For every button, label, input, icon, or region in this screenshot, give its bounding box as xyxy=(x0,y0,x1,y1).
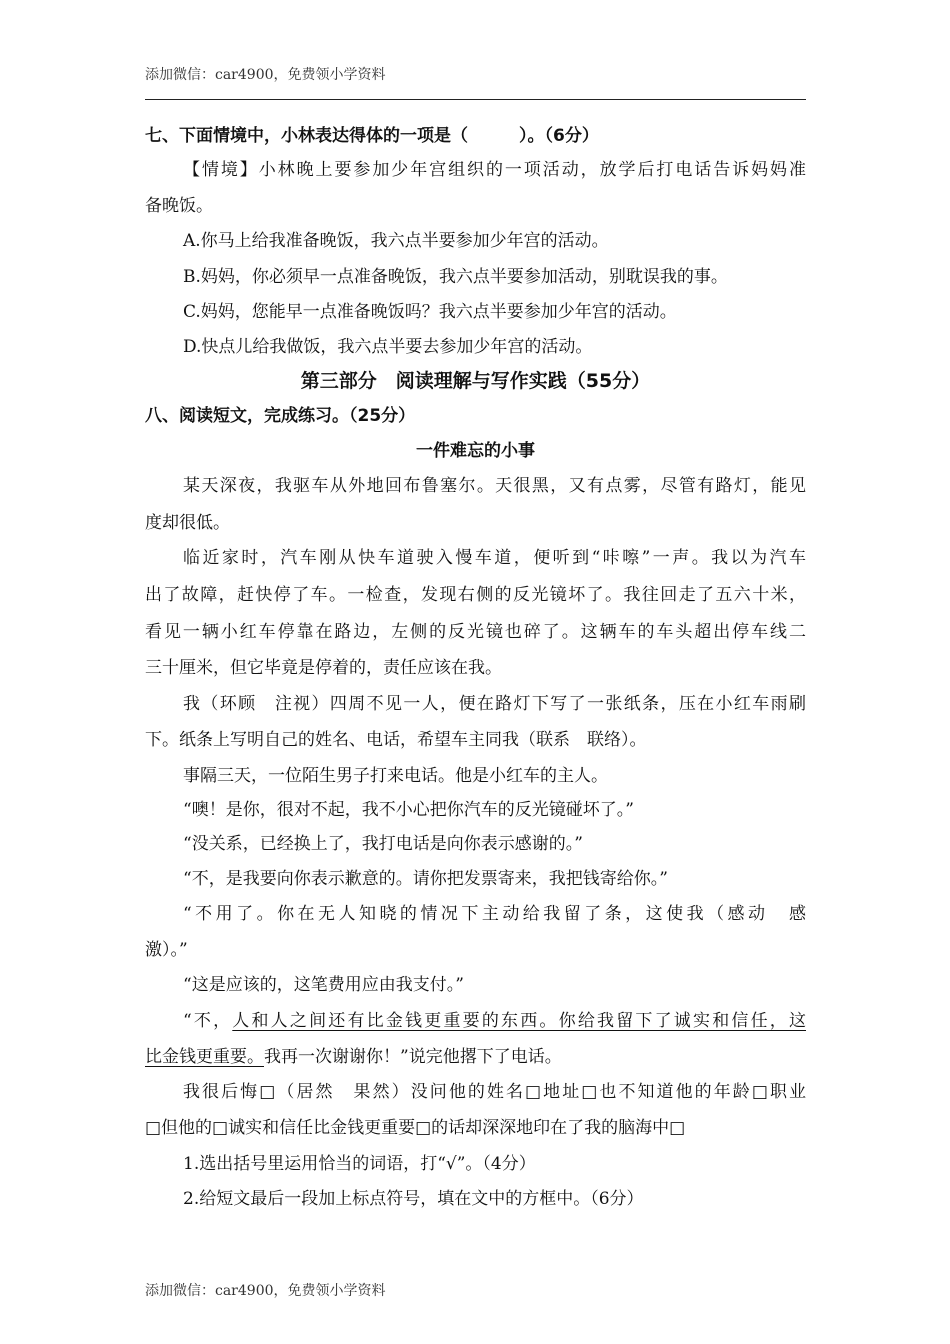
dialogue-text: “不， xyxy=(183,1011,233,1031)
task-2: 2.给短文最后一段加上标点符号，填在文中的方框中。（6分） xyxy=(183,1189,644,1209)
passage-line: 事隔三天，一位陌生男子打来电话。他是小红车的主人。 xyxy=(183,766,608,786)
passage-line: 出了故障，赶快停了车。一检查，发现右侧的反光镜坏了。我往回走了五六十米， xyxy=(145,585,806,605)
underlined-sentence: 人和人之间还有比金钱更重要的东西。你给我留下了诚实和信任，这 xyxy=(232,1011,806,1031)
dialogue-line: “不用了。你在无人知晓的情况下主动给我留了条，这使我（感动 感 xyxy=(183,904,806,924)
dialogue-line: 激）。” xyxy=(145,940,188,960)
punctuation-exercise-line: □但他的□诚实和信任比金钱更重要□的话却深深地印在了我的脑海中□ xyxy=(145,1118,686,1138)
dialogue-text: 我再一次谢谢你！”说完他撂下了电话。 xyxy=(264,1047,562,1067)
question-8-title: 八、阅读短文，完成练习。（25分） xyxy=(145,406,416,426)
passage-line: 下。纸条上写明自己的姓名、电话，希望车主同我（联系 联络）。 xyxy=(145,730,647,750)
page-header: 添加微信：car4900，免费领小学资料 xyxy=(145,67,386,83)
dialogue-line xyxy=(183,1009,806,1033)
dialogue-line: “噢！是你，很对不起，我不小心把你汽车的反光镜碰坏了。” xyxy=(183,800,634,820)
passage-line: 我（环顾 注视）四周不见一人，便在路灯下写了一张纸条，压在小红车雨刷 xyxy=(183,694,806,714)
passage-line: 三十厘米，但它毕竟是停着的，责任应该在我。 xyxy=(145,658,502,678)
passage-line: 度却很低。 xyxy=(145,513,230,533)
passage-line: 临近家时，汽车刚从快车道驶入慢车道，便听到“咔嚓”一声。我以为汽车 xyxy=(183,548,806,568)
q7-option-d: D.快点儿给我做饭，我六点半要去参加少年宫的活动。 xyxy=(183,337,593,357)
q7-option-c: C.妈妈，您能早一点准备晚饭吗？我六点半要参加少年宫的活动。 xyxy=(183,302,677,322)
passage-title: 一件难忘的小事 xyxy=(416,441,535,461)
q7-option-b: B.妈妈，你必须早一点准备晚饭，我六点半要参加活动，别耽误我的事。 xyxy=(183,267,728,287)
q7-context-line: 备晚饭。 xyxy=(145,196,213,216)
punctuation-exercise-line: 我很后悔□（居然 果然）没问他的姓名□地址□也不知道他的年龄□职业 xyxy=(183,1082,806,1102)
question-7-title: 七、下面情境中，小林表达得体的一项是（ ）。（6分） xyxy=(145,126,599,146)
header-divider xyxy=(145,99,806,100)
q7-context-line: 【情境】小林晚上要参加少年宫组织的一项活动，放学后打电话告诉妈妈准 xyxy=(183,160,806,180)
task-1: 1.选出括号里运用恰当的词语，打“√”。（4分） xyxy=(183,1154,536,1174)
dialogue-line: “这是应该的，这笔费用应由我支付。” xyxy=(183,975,464,995)
dialogue-line: “没关系，已经换上了，我打电话是向你表示感谢的。” xyxy=(183,834,583,854)
dialogue-line: “不，是我要向你表示歉意的。请你把发票寄来，我把钱寄给你。” xyxy=(183,869,668,889)
dialogue-line xyxy=(145,1045,806,1069)
q7-option-a: A.你马上给我准备晚饭，我六点半要参加少年宫的活动。 xyxy=(183,231,609,251)
part-3-title: 第三部分 阅读理解与写作实践（55分） xyxy=(300,370,651,392)
passage-line: 看见一辆小红车停靠在路边，左侧的反光镜也碎了。这辆车的车头超出停车线二 xyxy=(145,622,806,642)
page-footer: 添加微信：car4900，免费领小学资料 xyxy=(145,1283,386,1299)
underlined-sentence: 比金钱更重要。 xyxy=(145,1047,264,1067)
passage-line: 某天深夜，我驱车从外地回布鲁塞尔。天很黑，又有点雾，尽管有路灯，能见 xyxy=(183,476,806,496)
